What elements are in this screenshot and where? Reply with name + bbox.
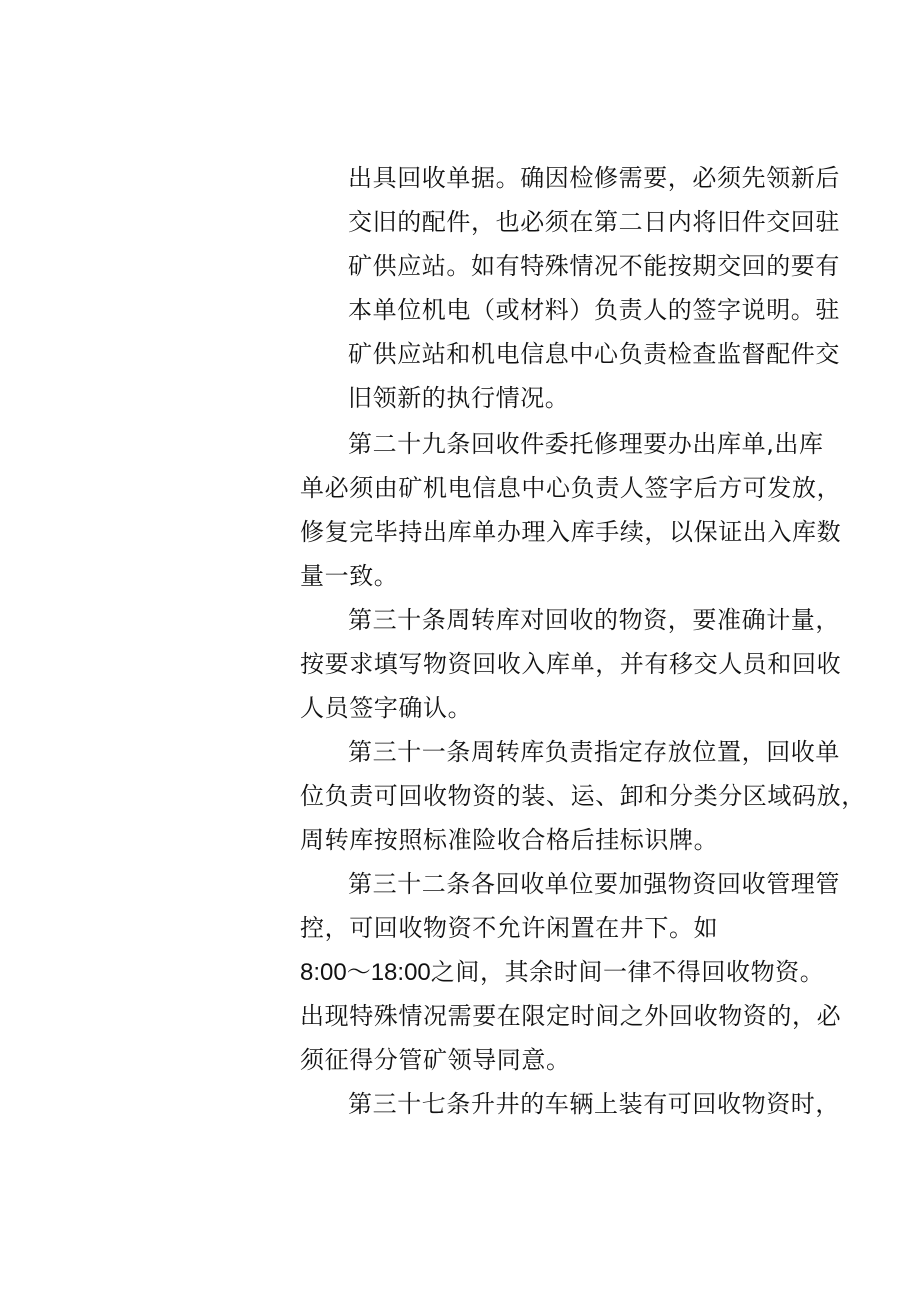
text-line [300, 957, 824, 988]
text-line: 第二十九条回收件委托修理要办出库单,出库 [348, 430, 824, 458]
text-line: 出具回收单据。确因检修需要，必须先领新后 [348, 164, 840, 192]
text-line: 人员签字确认。 [300, 694, 473, 722]
text-line: 本单位机电（或材料）负责人的签字说明。驻 [348, 296, 840, 324]
text-line: 须征得分管矿领导同意。 [300, 1046, 571, 1074]
text-line: 单必须由矿机电信息中心负责人签字后方可发放， [300, 474, 842, 502]
text-line: 矿供应站和机电信息中心负责检查监督配件交 [348, 340, 840, 368]
text-line: 周转库按照标准险收合格后挂标识牌。 [300, 826, 719, 854]
text-line: 第三十七条升井的车辆上装有可回收物资时， [348, 1090, 840, 1118]
text-line: 量一致。 [300, 562, 399, 590]
text-line: 第三十一条周转库负责指定存放位置，回收单 [348, 738, 840, 766]
text-line: 交旧的配件，也必须在第二日内将旧件交回驻 [348, 208, 840, 236]
text-line: 修复完毕持出库单办理入库手续，以保证出入库数 [300, 518, 842, 546]
text-line: 第三十二条各回收单位要加强物资回收管理管 [348, 870, 840, 898]
text-line: 第三十条周转库对回收的物资，要准确计量， [348, 606, 840, 634]
text-line: 控，可回收物资不允许闲置在井下。如 [300, 914, 719, 942]
text-span: 之间，其余时间一律不得回收物资。 [430, 958, 825, 986]
text-line: 旧领新的执行情况。 [348, 384, 570, 412]
text-line: 出现特殊情况需要在限定时间之外回收物资的，必 [300, 1002, 842, 1030]
text-line: 位负责可回收物资的装、运、卸和分类分区域码放， [300, 782, 866, 810]
text-line: 按要求填写物资回收入库单，并有移交人员和回收 [300, 650, 842, 678]
text-line: 矿供应站。如有特殊情况不能按期交回的要有 [348, 252, 840, 280]
time-range: 8:00～18:00 [300, 959, 431, 986]
